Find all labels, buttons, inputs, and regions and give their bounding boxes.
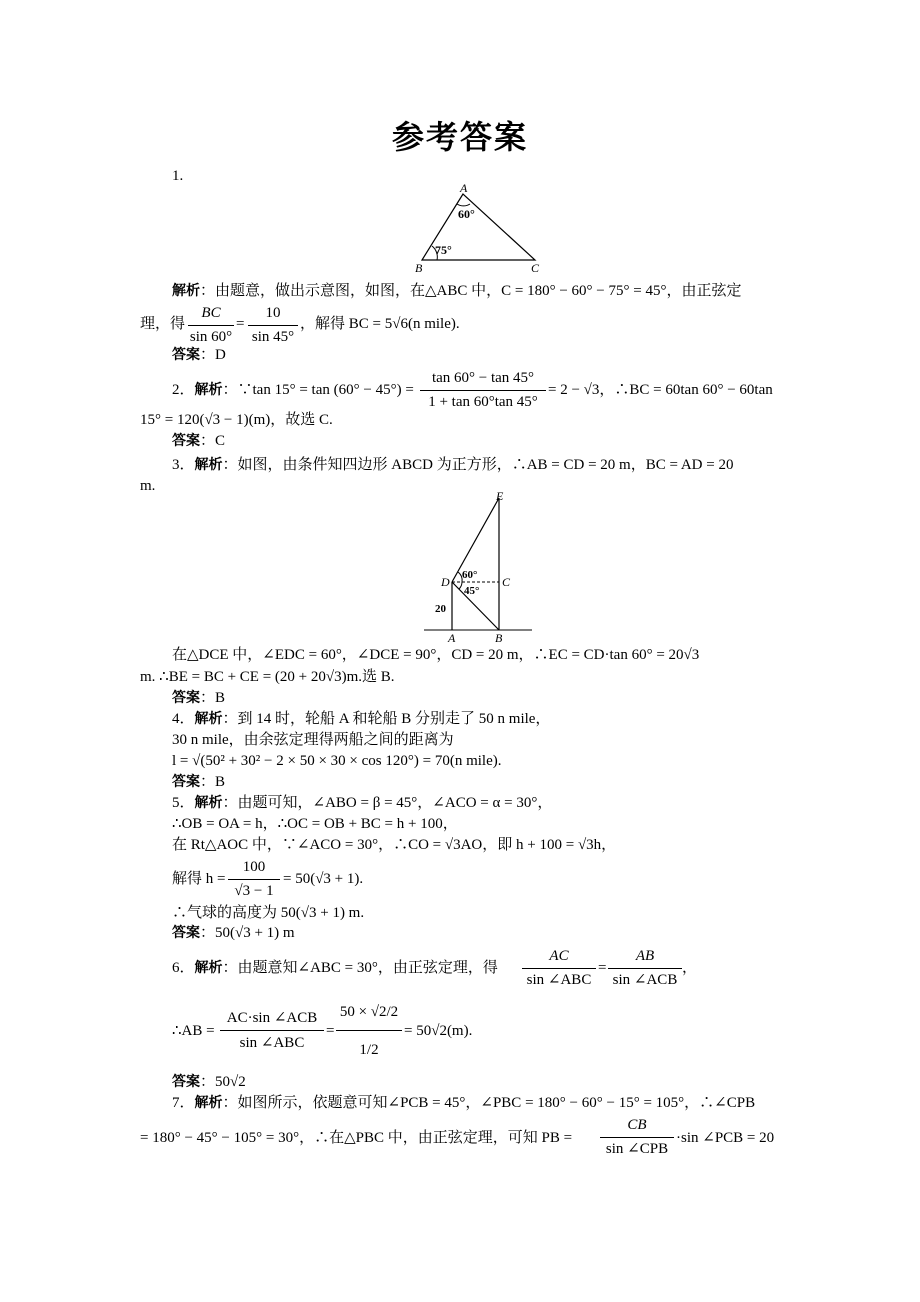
p1-frac2-num: 10 (265, 305, 281, 321)
page-title: 参考答案 (391, 118, 528, 156)
p6-equals-2: = (326, 1023, 335, 1039)
vertex-c-label: C (531, 261, 540, 275)
p6-frac3-num: AC·sin ∠ACB (226, 1010, 318, 1026)
p6-line-2-start: ∴AB = (172, 1023, 215, 1039)
p5-line-2: ∴OB = OA = h，∴OC = OB + BC = h + 100， (172, 816, 458, 832)
problem-1-number: 1. (172, 168, 184, 184)
p6-answer: 答案：50√2 (172, 1074, 246, 1090)
p2-line-1: 2．解析：∵tan 15° = tan (60° − 45°) = (172, 382, 414, 398)
p4-answer: 答案：B (172, 774, 226, 790)
p5-line-4-start: 解得 h = (172, 871, 226, 887)
p6-frac2-num: AB (635, 948, 655, 964)
p1-frac2-den: sin 45° (251, 329, 295, 345)
p6-frac1-den: sin ∠ABC (526, 972, 592, 988)
p5-line-3: 在 Rt△AOC 中，∵∠ACO = 30°，∴CO = √3AO，即 h + 100 = √3h， (172, 837, 617, 853)
p6-frac2-den: sin ∠ACB (612, 972, 678, 988)
p4-line-2: 30 n mile，由余弦定理得两船之间的距离为 (172, 732, 454, 748)
p1-frac1-bar (188, 325, 234, 326)
p2-line-2: 15° = 120(√3 − 1)(m)，故选 C. (140, 412, 333, 428)
angle-45-label: 45° (464, 585, 480, 597)
angle-a-label: 60° (458, 207, 475, 221)
p4-line-3: l = √(50² + 30² − 2 × 50 × 30 × cos 120°) = 70(n mile). (172, 753, 502, 769)
p3-line-3: 在△DCE 中，∠EDC = 60°，∠DCE = 90°，CD = 20 m，∴EC = CD·tan 60° = 20√3 (172, 647, 700, 663)
p7-line-1: 7．解析：如图所示，依题意可知∠PCB = 45°，∠PBC = 180° − 60° − 15° = 105°，∴∠CPB (172, 1095, 756, 1111)
p6-frac2-bar (608, 968, 682, 969)
p6-frac4-den: 1/2 (359, 1042, 379, 1058)
triangle-abc-figure (405, 180, 555, 276)
p2-answer: 答案：C (172, 433, 226, 449)
p5-line-1: 5．解析：由题可知，∠ABO = β = 45°，∠ACO = α = 30°， (172, 795, 553, 811)
p3-answer: 答案：B (172, 690, 226, 706)
p1-frac1-num: BC (201, 305, 221, 321)
p5-frac-bar (228, 879, 280, 880)
side-20-label: 20 (435, 603, 446, 615)
p6-line-2-end: = 50√2(m). (404, 1023, 473, 1039)
p1-frac1-den: sin 60° (189, 329, 233, 345)
p7-line-2-start: = 180° − 45° − 105° = 30°，∴在△PBC 中，由正弦定理，可知 PB = (140, 1130, 573, 1146)
vertex-a2-label: A (448, 631, 456, 644)
p5-line-4-end: = 50(√3 + 1). (283, 871, 364, 887)
p7-line-2-end: ·sin ∠PCB = 20 (676, 1130, 775, 1146)
p1-equals: = (236, 316, 245, 332)
p6-frac1-bar (522, 968, 596, 969)
p3-line-1: 3．解析：如图，由条件知四边形 ABCD 为正方形，∴AB = CD = 20 m，BC = AD = 20 (172, 457, 734, 473)
vertex-d-label: D (441, 575, 450, 589)
p5-frac-num: 100 (242, 859, 266, 875)
p5-line-5: ∴气球的高度为 50(√3 + 1) m. (172, 905, 365, 921)
square-abcd-figure (420, 490, 535, 644)
p4-line-1: 4．解析：到 14 时，轮船 A 和轮船 B 分别走了 50 n mile， (172, 711, 551, 727)
p1-line-2-start: 理，得 (140, 316, 186, 332)
p1-answer: 答案：D (172, 347, 226, 363)
p7-frac-num: CB (627, 1117, 647, 1133)
p6-frac4-num: 50 × √2/2 (339, 1004, 399, 1020)
p1-line-2-end: ，解得 BC = 5√6(n mile). (300, 316, 460, 332)
p7-frac-bar (600, 1137, 674, 1138)
p3-line-4: m. ∴BE = BC + CE = (20 + 20√3)m.选 B. (140, 669, 395, 685)
p2-frac-bar (420, 390, 546, 391)
p6-frac4-bar (336, 1030, 402, 1031)
p3-line-2: m. (140, 478, 156, 494)
p5-answer: 答案：50(√3 + 1) m (172, 925, 295, 941)
p6-comma: ， (682, 960, 698, 976)
p6-line-1: 6．解析：由题意知∠ABC = 30°，由正弦定理，得 (172, 960, 498, 976)
p1-line-1: 解析：由题意，做出示意图，如图，在△ABC 中，C = 180° − 60° − 75° = 45°，由正弦定 (172, 283, 742, 299)
vertex-e-label: E (496, 490, 504, 503)
vertex-b2-label: B (495, 631, 503, 644)
p6-frac1-num: AC (549, 948, 569, 964)
angle-60-label: 60° (462, 569, 478, 581)
p2-frac-num: tan 60° − tan 45° (431, 370, 535, 386)
p6-equals: = (598, 960, 607, 976)
vertex-c2-label: C (502, 575, 511, 589)
p5-frac-den: √3 − 1 (234, 883, 274, 899)
p1-frac2-bar (248, 325, 298, 326)
p6-frac3-bar (220, 1030, 324, 1031)
vertex-a-label: A (460, 181, 468, 195)
vertex-b-label: B (415, 261, 423, 275)
p6-frac3-den: sin ∠ABC (239, 1035, 305, 1051)
p2-line-1-end: = 2 − √3，∴BC = 60tan 60° − 60tan (548, 382, 773, 398)
angle-b-label: 75° (435, 243, 452, 257)
p7-frac-den: sin ∠CPB (605, 1141, 669, 1157)
p2-frac-den: 1 + tan 60°tan 45° (428, 394, 538, 410)
